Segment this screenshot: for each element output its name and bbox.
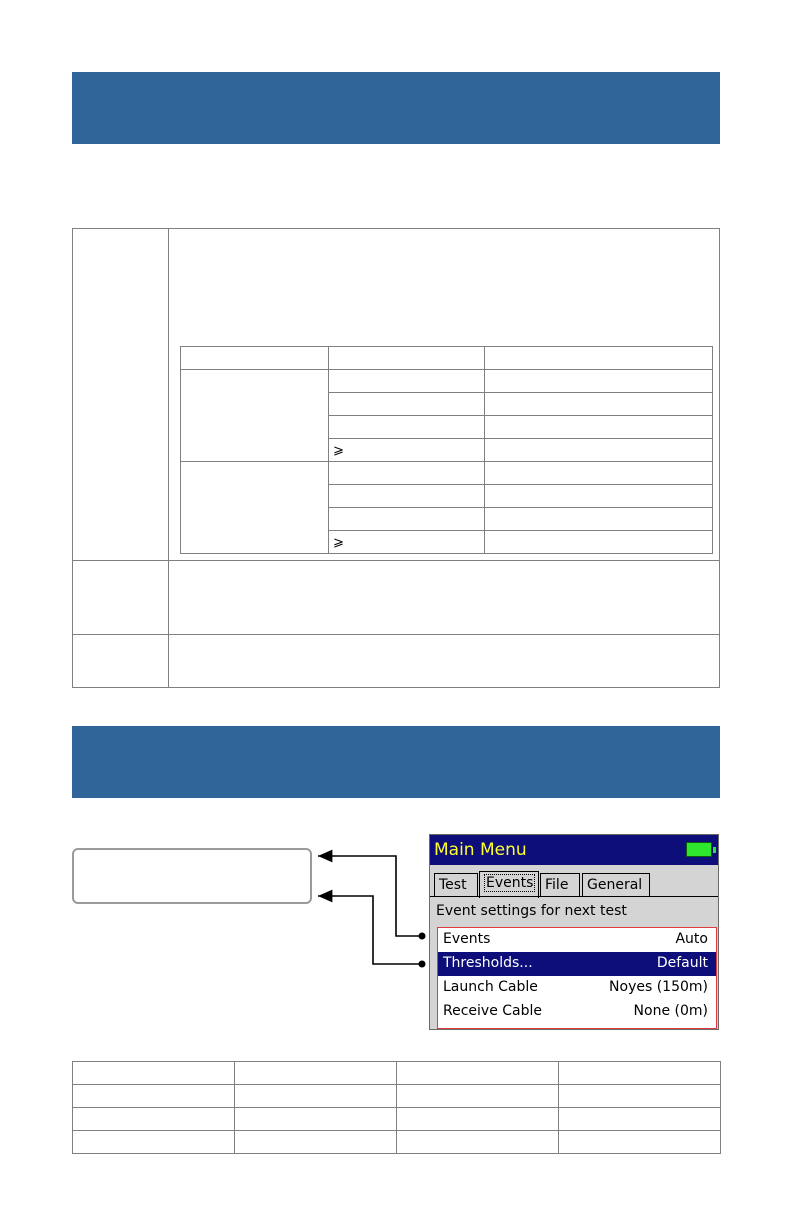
table-cell: [329, 416, 485, 439]
connector-arrow-thresholds: [318, 896, 422, 964]
table-row: [181, 347, 713, 370]
table-row: [181, 462, 713, 485]
menu-item-value: Auto: [675, 931, 708, 947]
table-cell: [485, 439, 713, 462]
connector-dot: [419, 961, 426, 968]
table-cell: [485, 393, 713, 416]
spec-table-divider: [168, 229, 169, 687]
table-cell: [329, 370, 485, 393]
menu-item-value: Noyes (150m): [609, 979, 708, 995]
menu-item-thresholds[interactable]: [438, 952, 716, 976]
device-screen: [429, 834, 719, 1030]
connector-dot: [419, 933, 426, 940]
menu-item-value: Default: [656, 955, 708, 971]
settings-menu: [437, 927, 717, 1029]
spec-table-row-divider: [73, 560, 719, 561]
section-header-banner: [72, 726, 720, 798]
table-row: [73, 1131, 721, 1154]
menu-item-receive-cable[interactable]: [438, 1000, 716, 1024]
device-title: Main Menu: [434, 840, 527, 860]
table-row: [73, 1108, 721, 1131]
battery-icon: [686, 842, 712, 857]
table-cell: [329, 347, 485, 370]
table-cell: [181, 370, 329, 462]
table-cell: ⩾: [329, 439, 485, 462]
table-cell: [485, 485, 713, 508]
device-subtitle: Event settings for next test: [436, 903, 627, 919]
table-cell: [485, 416, 713, 439]
table-row: [73, 1062, 721, 1085]
tab-file[interactable]: File: [540, 873, 580, 897]
table-cell: [181, 462, 329, 554]
table-cell: [485, 370, 713, 393]
tab-underline: [430, 896, 718, 897]
thresholds-table: [180, 346, 713, 554]
menu-item-label: Events: [443, 931, 491, 947]
tab-events[interactable]: Events: [479, 871, 539, 898]
menu-item-label: Receive Cable: [443, 1003, 543, 1019]
table-cell: [329, 393, 485, 416]
menu-item-label: Thresholds...: [443, 955, 533, 971]
menu-item-events[interactable]: [438, 928, 716, 952]
menu-item-label: Launch Cable: [443, 979, 538, 995]
connector-arrow-events: [318, 856, 422, 936]
tab-test[interactable]: Test: [434, 873, 478, 897]
menu-item-launch-cable[interactable]: [438, 976, 716, 1000]
table-cell: [485, 531, 713, 554]
table-row: [73, 1085, 721, 1108]
table-cell: [181, 347, 329, 370]
table-cell: [485, 347, 713, 370]
table-cell: [329, 462, 485, 485]
section-header-banner: [72, 72, 720, 144]
table-cell: [329, 508, 485, 531]
callout-box: [72, 848, 312, 904]
spec-table: [72, 228, 720, 688]
device-tabs: [434, 871, 714, 897]
table-cell: [485, 508, 713, 531]
tab-general[interactable]: General: [582, 873, 650, 897]
menu-item-value: None (0m): [633, 1003, 708, 1019]
table-cell: [485, 462, 713, 485]
table-cell: ⩾: [329, 531, 485, 554]
bottom-table: [72, 1061, 721, 1154]
spec-table-row-divider: [73, 634, 719, 635]
table-cell: [329, 485, 485, 508]
table-row: [181, 370, 713, 393]
device-titlebar: [430, 835, 718, 865]
